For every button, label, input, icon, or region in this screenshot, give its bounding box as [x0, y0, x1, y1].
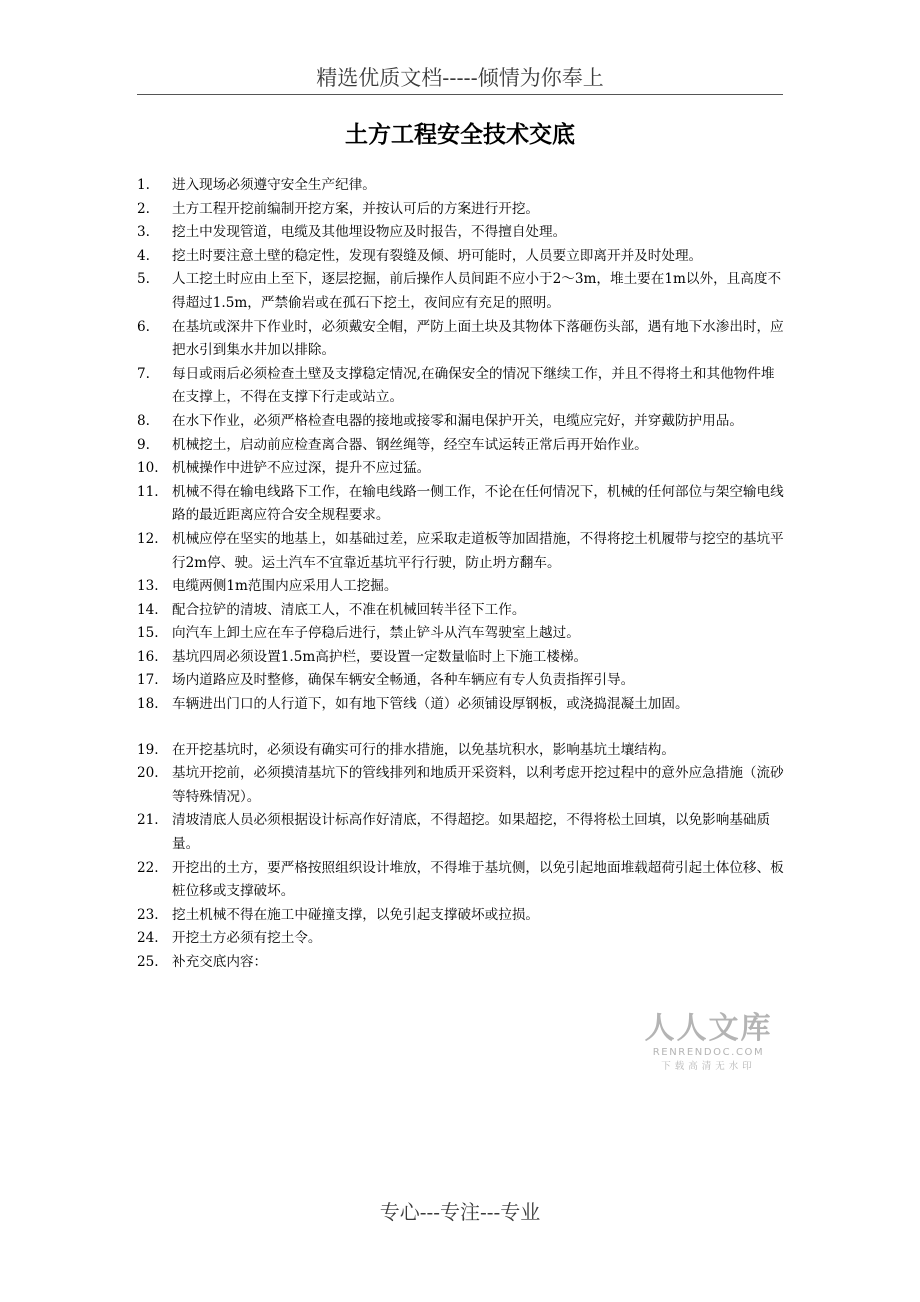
item-text: 清坡清底人员必须根据设计标高作好清底，不得超挖。如果超挖，不得将松土回填，以免影响基础质量。: [172, 812, 771, 853]
list-item: [137, 599, 787, 623]
item-text: 机械挖土，启动前应检查离合器、钢丝绳等，经空车试运转正常后再开始作业。: [172, 436, 648, 453]
list-item: [137, 316, 787, 363]
item-number: 17.: [137, 672, 159, 689]
item-number: 13.: [137, 578, 159, 595]
list-item: [137, 669, 787, 693]
item-text: 车辆进出门口的人行道下，如有地下管线（道）必须铺设厚钢板，或浇捣混凝土加固。: [172, 696, 689, 713]
document-title: 土方工程安全技术交底: [345, 121, 575, 148]
item-number: 3.: [137, 224, 150, 241]
item-number: 15.: [137, 625, 159, 642]
safety-rules-list: [137, 174, 787, 975]
list-item: [137, 951, 787, 975]
list-item: [137, 481, 787, 528]
item-text: 挖土时要注意土壁的稳定性，发现有裂缝及倾、坍可能时，人员要立即离开并及时处理。: [172, 247, 703, 264]
item-number: 14.: [137, 601, 159, 618]
item-number: 8.: [137, 412, 150, 429]
list-item: [137, 857, 787, 904]
item-text: 补充交底内容：: [172, 954, 268, 970]
list-item: [137, 739, 787, 763]
list-item: [137, 622, 787, 646]
item-text: 向汽车上卸土应在车子停稳后进行，禁止铲斗从汽车驾驶室上越过。: [172, 625, 580, 642]
watermark-logo: 人人文库: [644, 1011, 773, 1046]
list-item: [137, 245, 787, 269]
item-text: 机械操作中进铲不应过深，提升不应过猛。: [172, 460, 431, 477]
item-number: 20.: [137, 765, 159, 782]
page-footer: 专心---专注---专业: [379, 1200, 541, 1224]
item-number: 22.: [137, 859, 159, 876]
item-number: 24.: [137, 930, 159, 947]
item-text: 每日或雨后必须检查土壁及支撑稳定情况,在确保安全的情况下继续工作，并且不得将土和其他物件堆在支撑上，不得在支撑下行走或站立。: [172, 365, 775, 406]
item-number: 12.: [137, 530, 159, 547]
item-text: 进入现场必须遵守安全生产纪律。: [172, 177, 376, 193]
item-text: 人工挖土时应由上至下，逐层挖掘，前后操作人员间距不应小于2～3m，堆土要在1m以外，且高度不得超过1.5m，严禁偷岩或在孤石下挖土，夜间应有充足的照明。: [172, 271, 782, 311]
item-text: 机械应停在坚实的地基上，如基础过差，应采取走道板等加固措施，不得将挖土机履带与挖空的基坑平行2m停、驶。运土汽车不宜靠近基坑平行行驶，防止坍方翻车。: [172, 530, 784, 571]
item-text: 电缆两侧1m范围内应采用人工挖掘。: [172, 578, 398, 595]
list-item: [137, 457, 787, 481]
item-text: 在基坑或深井下作业时，必须戴安全帽，严防上面土块及其物体下落砸伤头部，遇有地下水渗出时，应把水引到集水井加以排除。: [172, 318, 784, 359]
list-item: [137, 363, 787, 410]
list-item: [137, 434, 787, 458]
item-text: 基坑四周必须设置1.5m高护栏，要设置一定数量临时上下施工楼梯。: [172, 648, 588, 665]
header-divider: [137, 94, 783, 95]
item-number: 10.: [137, 460, 159, 477]
item-number: 11.: [137, 483, 159, 500]
list-item: [137, 575, 787, 599]
item-text: 场内道路应及时整修，确保车辆安全畅通，各种车辆应有专人负责指挥引导。: [172, 672, 635, 689]
item-number: 16.: [137, 648, 159, 665]
item-number: 2.: [137, 200, 150, 217]
item-number: 18.: [137, 696, 159, 713]
item-number: 19.: [137, 741, 159, 758]
page-header: 精选优质文档-----倾情为你奉上: [316, 66, 604, 90]
list-item: [137, 693, 787, 717]
list-item: [137, 809, 787, 856]
list-item: [137, 528, 787, 575]
list-item: [137, 646, 787, 670]
item-text: 在水下作业，必须严格检查电器的接地或接零和漏电保护开关，电缆应完好，并穿戴防护用品。: [172, 412, 743, 429]
list-item: [137, 410, 787, 434]
watermark-slogan: 下载高清无水印: [661, 1061, 756, 1072]
item-number: 21.: [137, 812, 159, 829]
item-text: 配合拉铲的清坡、清底工人，不准在机械回转半径下工作。: [172, 601, 526, 618]
list-item: [137, 174, 787, 198]
list-item: [137, 904, 787, 928]
item-text: 在开挖基坑时，必须设有确实可行的排水措施，以免基坑积水，影响基坑土壤结构。: [172, 741, 675, 758]
item-text: 土方工程开挖前编制开挖方案，并按认可后的方案进行开挖。: [172, 200, 540, 217]
item-number: 5.: [137, 271, 150, 288]
list-item: [137, 762, 787, 809]
list-item: [137, 221, 787, 245]
item-number: 23.: [137, 906, 159, 923]
item-number: 6.: [137, 318, 150, 335]
item-number: 1.: [137, 177, 150, 193]
item-text: 开挖出的土方，要严格按照组织设计堆放，不得堆于基坑侧，以免引起地面堆载超荷引起土体位移、板桩位移或支撑破坏。: [172, 859, 784, 900]
list-item: [137, 927, 787, 951]
list-item: [137, 198, 787, 222]
item-number: 4.: [137, 247, 150, 264]
item-text: 开挖土方必须有挖土令。: [172, 930, 322, 947]
watermark-site: RENRENDOC.COM: [652, 1047, 765, 1058]
item-text: 基坑开挖前，必须摸清基坑下的管线排列和地质开采资料，以利考虑开挖过程中的意外应急措施（流砂等特殊情况）。: [172, 765, 784, 805]
item-text: 挖土机械不得在施工中碰撞支撑，以免引起支撑破坏或拉损。: [172, 906, 540, 923]
list-item: [137, 268, 787, 315]
item-text: 机械不得在输电线路下工作，在输电线路一侧工作，不论在任何情况下，机械的任何部位与架空输电线路的最近距离应符合安全规程要求。: [172, 483, 784, 524]
item-number: 7.: [137, 365, 150, 382]
watermark: [641, 1012, 776, 1074]
item-text: 挖土中发现管道，电缆及其他埋设物应及时报告，不得擅自处理。: [172, 224, 567, 241]
item-number: 9.: [137, 436, 150, 453]
item-number: 25.: [137, 954, 159, 970]
